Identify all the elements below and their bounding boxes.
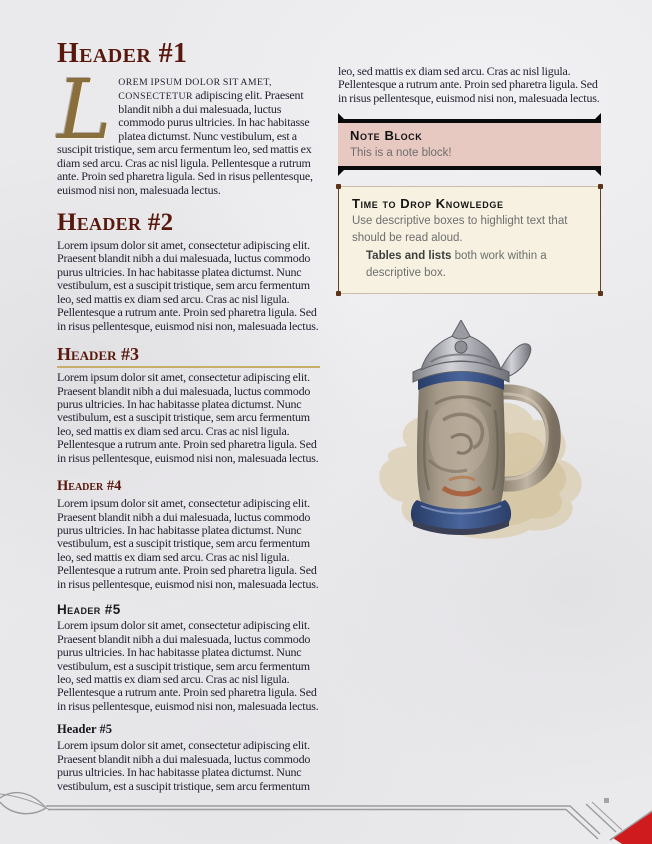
lid-finial xyxy=(452,320,470,339)
descriptive-box-title: Time to Drop Knowledge xyxy=(352,195,504,211)
paragraph: Lorem ipsum dolor sit amet, consectetur adipiscing elit. Praesent blandit nibh a dui malesuada, luctus commodo purus ultricies. In hac habitasse platea dictumst. Nunc vestibulum, est a suscipit tristique, sem arcu fermentum leo, sed mattis ex diam sed arcu. Cras ac nisl ligula. Pellentesque a rutrum ante. Proin sed pharetra ligula. Sed in risus pellentesque, euismod nisi non, malesuada lectus. xyxy=(57,618,319,713)
descriptive-box-text: Use descriptive boxes to highlight text that should be read aloud. xyxy=(352,214,568,244)
paragraph: Lorem ipsum dolor sit amet, consectetur adipiscing elit. Praesent blandit nibh a dui malesuada, luctus commodo purus ultricies. In hac habitasse platea dictumst. Nunc vestibulum, est a suscipit tristique, sem arcu fermentum leo, sed mattis ex diam sed arcu. Cras ac nisl ligula. Pellentesque a rutrum ante. Proin sed pharetra ligula. Sed in risus pellentesque, euismod nisi non, malesuada lectus. xyxy=(57,238,319,333)
footer-rule-top xyxy=(46,806,600,834)
descbox-corner-dot xyxy=(336,291,341,296)
red-corner-triangle xyxy=(613,812,652,844)
note-corner-spike xyxy=(338,166,348,176)
note-corner-spike xyxy=(591,166,601,176)
header-1: Header #1 xyxy=(57,38,188,69)
note-block xyxy=(338,119,601,170)
paragraph: Lorem ipsum dolor sit amet, consectetur adipiscing elit. Praesent blandit nibh a dui malesuada, luctus commodo purus ultricies. In hac habitasse platea dictumst. Nunc vestibulum, est a suscipit tristique, sem arcu fermentum leo, sed mattis ex diam sed arcu. Cras ac nisl ligula. Pellentesque a rutrum ante. Proin sed pharetra ligula. Sed in risus pellentesque, euismod nisi non, malesuada lectus. xyxy=(57,496,319,591)
footer-flourish xyxy=(0,782,652,844)
ornate-dropcap-letter: L xyxy=(57,63,112,158)
lid-medallion xyxy=(455,341,467,353)
note-top-border xyxy=(338,119,601,123)
descbox-corner-dot xyxy=(336,184,341,189)
descriptive-box-list-rest: both work within a descriptive box. xyxy=(366,250,547,279)
note-corner-spike xyxy=(338,113,348,123)
paragraph-text: adipiscing elit. Praesent blandit nibh a dui malesuada, luctus commodo purus ultricies. In hac habitasse platea dictumst. Nunc vestibulum, est a suscipit tristique, sem arcu fermentum leo, sed mattis ex diam sed arcu. Cras ac nisl ligula. Pellentesque a rutrum ante. Proin sed pharetra ligula. Sed in risus pellentesque, euismod nisi non, malesuada lectus. xyxy=(57,87,313,197)
paragraph-truncated: Lorem ipsum dolor sit amet, consectetur adipiscing elit. Praesent blandit nibh a dui malesuada, luctus commodo purus ultricies. In hac habitasse platea dictumst. Nunc vestibulum, est a suscipit tristique, sem arcu fermentum xyxy=(57,738,311,793)
descbox-corner-dot xyxy=(598,291,603,296)
note-block-title: Note Block xyxy=(350,128,423,144)
beer-stein-svg xyxy=(351,320,589,540)
footer-diagonal xyxy=(586,804,616,832)
descbox-corner-dot xyxy=(598,184,603,189)
footer-rule-bottom xyxy=(48,810,598,840)
descriptive-box-bold-lead: Tables and lists xyxy=(366,250,452,263)
continuation-paragraph: leo, sed mattis ex diam sed arcu. Cras ac nisl ligula. Pellentesque a rutrum ante. Proin sed pharetra ligula. Sed in risus pellentesque, euismod nisi non, malesuada lectus. xyxy=(338,64,600,105)
right-column xyxy=(338,38,601,793)
header-2: Header #2 xyxy=(57,209,174,236)
two-column-layout xyxy=(57,38,600,793)
leaf-stem xyxy=(0,794,50,810)
smallcaps-lead-text: OREM IPSUM DOLOR SIT AMET, CONSECTETUR xyxy=(118,77,272,102)
paragraph-with-dropcap xyxy=(57,63,320,197)
descriptive-box-list-line xyxy=(352,248,587,281)
footer-square-dot xyxy=(604,798,609,803)
header-4: Header #4 xyxy=(57,478,122,495)
header-5: Header #5 xyxy=(57,602,121,618)
left-column xyxy=(57,38,320,793)
descriptive-box xyxy=(338,186,601,294)
leaf-flourish-icon xyxy=(0,793,46,814)
note-block-body: This is a note block! xyxy=(350,147,452,160)
header-5-bold: Header #5 xyxy=(57,722,112,737)
beer-stein-illustration xyxy=(351,320,589,540)
paragraph: Lorem ipsum dolor sit amet, consectetur adipiscing elit. Praesent blandit nibh a dui malesuada, luctus commodo purus ultricies. In hac habitasse platea dictumst. Nunc vestibulum, est a suscipit tristique, sem arcu fermentum leo, sed mattis ex diam sed arcu. Cras ac nisl ligula. Pellentesque a rutrum ante. Proin sed pharetra ligula. Sed in risus pellentesque, euismod nisi non, malesuada lectus. xyxy=(57,370,319,465)
note-corner-spike xyxy=(591,113,601,123)
footer-diagonal xyxy=(592,802,622,830)
header-3: Header #3 xyxy=(57,344,320,368)
note-bottom-border xyxy=(338,166,601,170)
